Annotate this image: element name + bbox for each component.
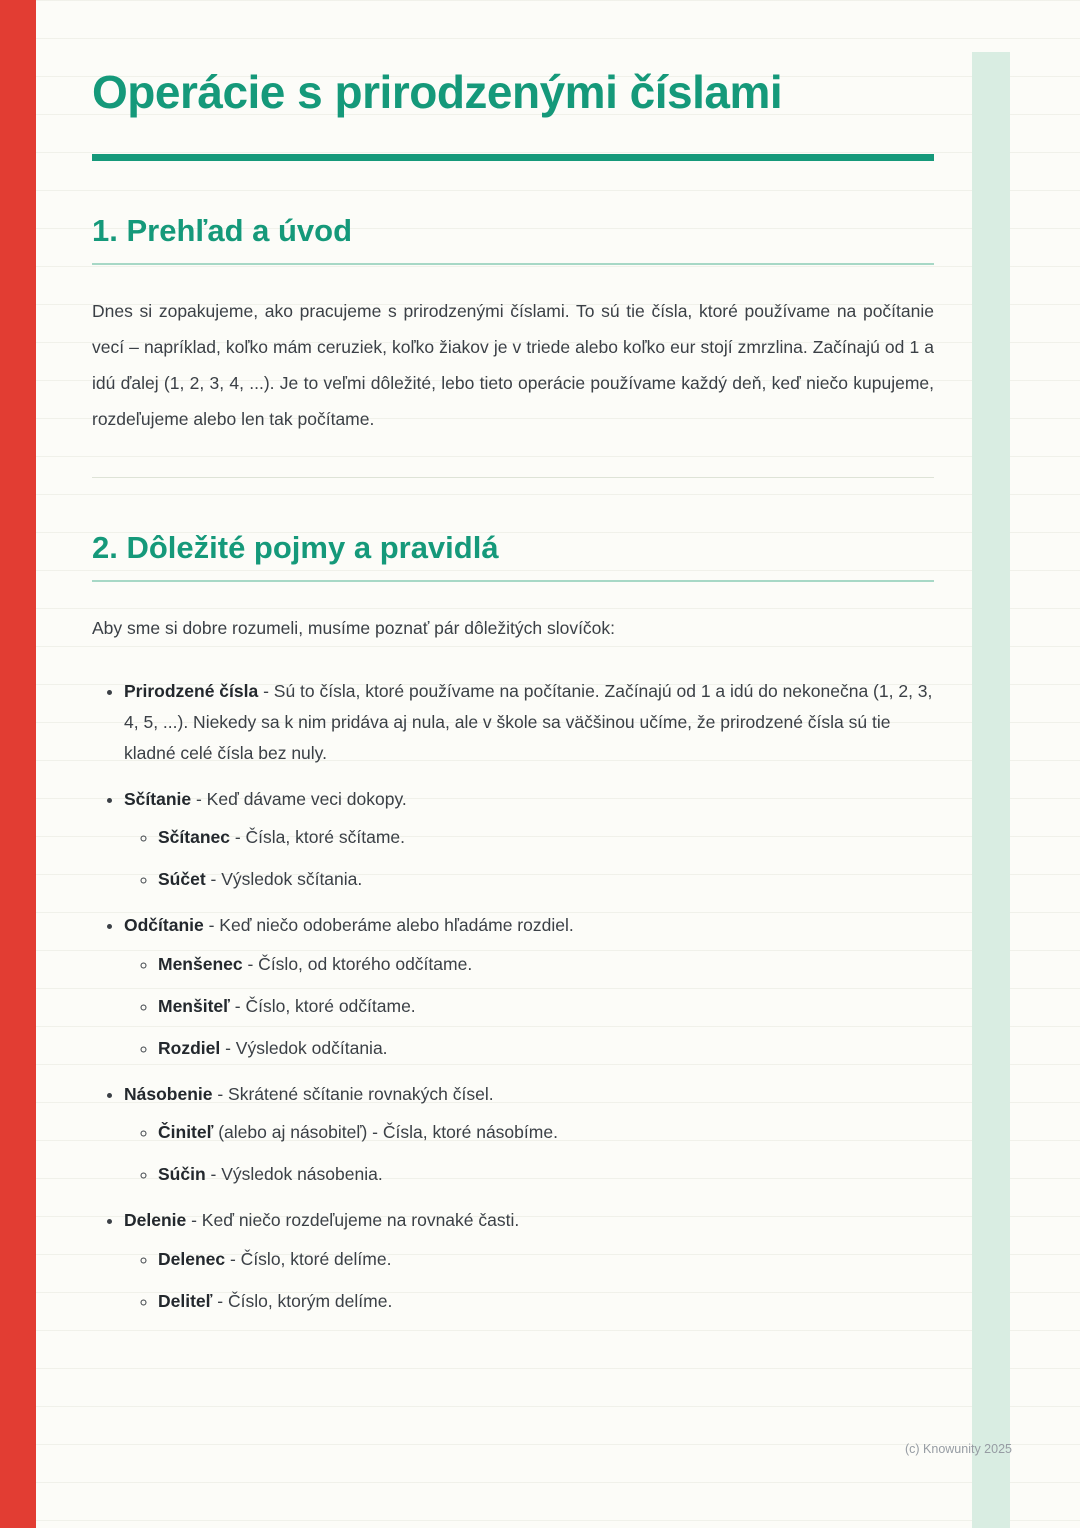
subterm-definition: - Číslo, od ktorého odčítame. [242,953,473,974]
term-label: Sčítanie [124,788,192,809]
subterm-item [158,864,934,895]
subterm-definition: - Výsledok násobenia. [205,1164,383,1185]
term-label: Delenie [124,1210,187,1231]
term-definition: - Keď niečo rozdeľujeme na rovnaké časti. [186,1210,520,1231]
subterm-item [158,1244,934,1275]
subterm-label: Menšiteľ [158,995,230,1016]
subterm-item [158,1117,934,1148]
subterm-definition: - Číslo, ktorým delíme. [212,1290,393,1311]
term-item [124,1079,934,1190]
subterm-label: Súčin [158,1164,206,1185]
section-2-heading: 2. Dôležité pojmy a pravidlá [92,530,934,582]
section-1-paragraph: Dnes si zopakujeme, ako pracujeme s prirodzenými číslami. To sú tie čísla, ktoré používame na počítanie vecí – napríklad, koľko mám ceruziek, koľko žiakov je v triede alebo koľko eur stojí zmrzlina. Začínajú od 1 a idú ďalej (1, 2, 3, 4, ...). Je to veľmi dôležité, lebo tieto operácie používame každý deň, keď niečo kupujeme, rozdeľujeme alebo len tak počítame. [92,301,934,430]
subterm-definition: - Číslo, ktoré delíme. [225,1248,392,1269]
term-item [124,1205,934,1316]
subterm-definition: - Čísla, ktoré sčítame. [229,827,406,848]
section-2-intro: Aby sme si dobre rozumeli, musíme poznať pár dôležitých slovíčok: [92,618,616,639]
term-definition: - Keď niečo odoberáme alebo hľadáme rozdiel. [203,915,574,936]
section-divider [92,477,934,478]
subterms-list [124,1117,934,1190]
subterm-definition: - Výsledok odčítania. [220,1037,388,1058]
term-label: Odčítanie [124,915,204,936]
subterm-item [158,991,934,1022]
subterms-list [124,822,934,895]
subterm-item [158,1159,934,1190]
subterm-item [158,949,934,980]
page-title: Operácie s prirodzenými číslami [92,66,783,118]
term-definition: - Sú to čísla, ktoré používame na počítanie. Začínajú od 1 a idú do nekonečna (1, 2, 3, 4, 5, ...). Niekedy sa k nim pridáva aj nula, ale v škole sa väčšinou učíme, že prirodzené čísla sú tie kladné celé čísla bez nuly. [124,680,933,763]
subterm-label: Sčítanec [158,827,230,848]
subterm-label: Delenec [158,1248,226,1269]
subterm-label: Menšenec [158,953,243,974]
section-1-heading: 1. Prehľad a úvod [92,213,934,265]
term-item [124,910,934,1064]
document-content [92,64,934,1332]
subterm-label: Činiteľ [158,1122,214,1143]
copyright-footer: (c) Knowunity 2025 [904,1442,1012,1456]
left-accent-strip [0,0,36,1528]
subterm-definition: - Výsledok sčítania. [205,869,363,890]
term-definition: - Skrátené sčítanie rovnakých čísel. [212,1083,494,1104]
term-item [124,784,934,895]
subterm-definition: (alebo aj násobiteľ) - Čísla, ktoré násobíme. [213,1122,558,1143]
subterm-label: Rozdiel [158,1037,221,1058]
term-definition: - Keď dávame veci dokopy. [191,788,407,809]
subterm-label: Súčet [158,869,206,890]
subterm-item [158,1286,934,1317]
subterm-label: Deliteľ [158,1290,213,1311]
term-item [124,676,934,769]
subterm-definition: - Číslo, ktoré odčítame. [229,995,416,1016]
terms-list [92,676,934,1317]
subterms-list [124,1244,934,1317]
right-accent-strip [972,52,1010,1528]
term-label: Prirodzené čísla [124,680,259,701]
term-label: Násobenie [124,1083,213,1104]
title-divider [92,154,934,161]
subterm-item [158,822,934,853]
subterm-item [158,1033,934,1064]
subterms-list [124,949,934,1064]
